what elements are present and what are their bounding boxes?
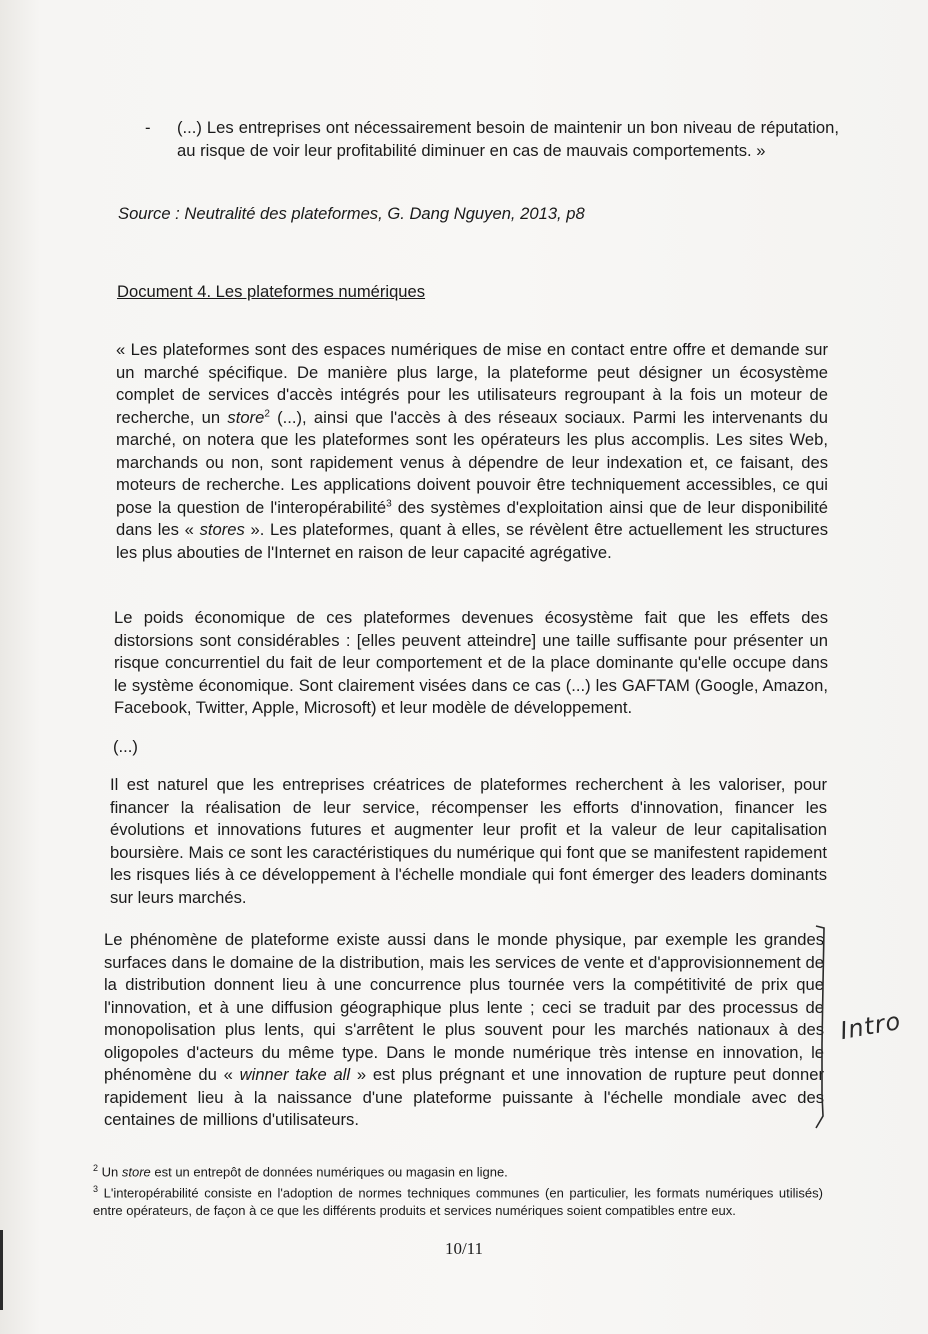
ellipsis-line: (...)	[113, 737, 138, 756]
handwritten-bracket	[814, 924, 834, 1134]
quote-continuation: (...) Les entreprises ont nécessairement besoin de maintenir un bon niveau de réputation, au risque de voir leur profitabilité diminuer en cas de mauvais comportements. »	[177, 118, 839, 160]
handwritten-annotation: Intro	[838, 1006, 904, 1046]
bullet-dash: -	[145, 118, 151, 137]
paragraph-2: Le poids économique de ces plateformes devenues écosystème fait que les effets des distorsions sont considérables : [elles peuvent atteindre] une taille suffisante pour présenter un risque concurrentiel du fait de leur comportement et de la place dominante qu'elle occupe dans le système économique. Sont clairement visées dans ce cas (...) les GAFTAM (Google, Amazon, Facebook, Twitter, Apple, Microsoft) et leur modèle de développement.	[114, 608, 828, 717]
scan-edge-mark	[0, 1230, 3, 1310]
document-title: Document 4. Les plateformes numériques	[117, 282, 426, 301]
footnotes	[93, 1160, 823, 1219]
page-number: 10/11	[444, 1239, 484, 1258]
paragraph-4: Il est naturel que les entreprises créatrices de plateformes recherchent à les valoriser, pour financer la réalisation de leur service, récompenser les efforts d'innovation, financer les évolutions et innovations futures et augmenter leur profit et la valeur de leur capitalisation boursière. Mais ce sont les caractéristiques du numérique qui font que se manifestent rapidement les risques liés à ce développement à l'échelle mondiale qui font émerger des leaders dominants sur leurs marchés.	[110, 775, 827, 907]
footnote-2: $^2$ Un store est un entrepôt de données numériques ou magasin en ligne.	[93, 1163, 508, 1180]
paragraph-1: « Les plateformes sont des espaces numériques de mise en contact entre offre et demande sur un marché spécifique. De manière plus large, la plateforme peut désigner un écosystème complet de services d'accès intégrés pour les utilisateurs regroupant à la fois un moteur de recherche, un store$^2$ (...), ainsi que l'accès à des réseaux sociaux. Parmi les intervenants du marché, on notera que les plateformes sont les opérateurs les plus accomplis. Les sites Web, marchands ou non, sont rapidement venus à dépendre de leur indexation et, ce faisant, des moteurs de recherche. Les applications doivent pouvoir être techniquement accessibles, ce qui pose la question de l'interopérabilité$^3$ des systèmes d'exploitation ainsi que de leur disponibilité dans les « stores ». Les plateformes, quant à elles, se révèlent être actuellement les structures les plus abouties de l'Internet en raison de leur capacité agrégative.	[116, 340, 829, 562]
source-citation: Source : Neutralité des plateformes, G. Dang Nguyen, 2013, p8	[118, 204, 585, 223]
paragraph-5: Le phénomène de plateforme existe aussi dans le monde physique, par exemple les grandes surfaces dans le domaine de la distribution, mais les services de vente et d'approvisionnement de la distribution donnent lieu à une concurrence plus tournée vers la compétitivité de prix que l'innovation, et à une diffusion géographique plus lente ; ceci se traduit par des processus de monopolisation plus lents, qui s'arrêtent le plus souvent pour les marchés nationaux à des oligopoles d'acteurs du même type. Dans le monde numérique très intense en innovation, le phénomène du « winner take all » est plus prégnant et une innovation de rupture peut donner rapidement lieu à la naissance d'une plateforme puissante à l'échelle mondiale avec des centaines de millions d'utilisateurs.	[104, 930, 825, 1129]
footnote-3: $^3$ L'interopérabilité consiste en l'adoption de normes techniques communes (en particulier, les formats numériques utilisés) entre opérateurs, de façon à ce que les différents produits et services numériques soient compatibles entre eux.	[93, 1183, 823, 1218]
